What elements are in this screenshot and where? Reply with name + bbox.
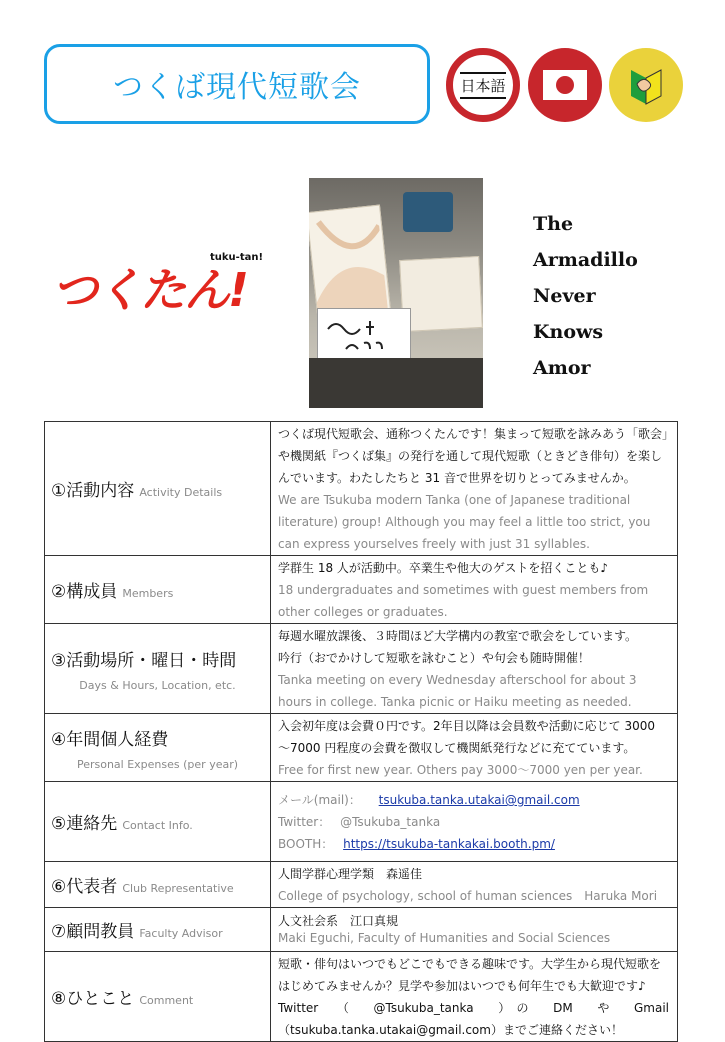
- label-jp: 連絡先: [66, 814, 118, 834]
- table-row-expenses: [45, 714, 678, 782]
- value-cell: [271, 782, 678, 862]
- cash-box-image: [403, 192, 453, 232]
- table-row-contact: [45, 782, 678, 862]
- price-card: [317, 308, 411, 362]
- photo-table-edge: [309, 358, 483, 408]
- tagline-word: Armadillo: [533, 249, 638, 271]
- label-cell: [45, 908, 271, 952]
- value-cell: [271, 862, 678, 908]
- text-line-en: other colleges or graduates.: [278, 605, 448, 619]
- text-line-en: literature) group! Although you may feel a little too strict, you: [278, 515, 651, 529]
- text-line: 短歌・俳句はいつでもどこでもできる趣味です。大学生から現代短歌を: [278, 957, 662, 971]
- club-photo: [309, 178, 483, 408]
- language-label: 日本語: [460, 72, 505, 99]
- tagline: [533, 206, 683, 386]
- label-jp: 年間個人経費: [66, 729, 169, 750]
- row-number: ④: [51, 729, 67, 750]
- japanese-language-badge: [446, 48, 520, 122]
- text-line: ～7000 円程度の会費を徴収して機関紙発行などに充てています。: [278, 741, 636, 755]
- text-line: （tsukuba.tanka.utakai@gmail.com）までご連絡ください！: [278, 1023, 623, 1037]
- label-jp: ひとこと: [66, 989, 135, 1009]
- table-row-comment: [45, 952, 678, 1042]
- text-line-en: College of psychology, school of human sciences Haruka Mori: [278, 889, 658, 903]
- club-info-table: [44, 421, 678, 1042]
- label-en: Members: [122, 587, 174, 600]
- twitter-label: Twitter：: [278, 815, 331, 829]
- text-line: 吟行（おでかけして短歌を詠むこと）や句会も随時開催！: [278, 651, 590, 665]
- label-en: Club Representative: [122, 882, 234, 895]
- label-cell: [45, 714, 271, 782]
- text-line-en: Maki Eguchi, Faculty of Humanities and Social Sciences: [278, 931, 611, 945]
- row-number: ⑦: [51, 922, 67, 942]
- text-line-en: Tanka meeting on every Wednesday afterschool for about 3: [278, 673, 637, 687]
- label-jp: 活動内容: [66, 481, 135, 501]
- book-stack-image: [399, 256, 483, 332]
- logo-text: つくたん!: [52, 263, 247, 317]
- table-row-activity: [45, 422, 678, 556]
- logo-subtext: tuku-tan!: [210, 252, 264, 263]
- row-number: ⑥: [51, 877, 67, 897]
- label-cell: [45, 782, 271, 862]
- text-line: 人文社会系 江口真規: [278, 914, 399, 928]
- value-cell: [271, 908, 678, 952]
- table-row-representative: [45, 862, 678, 908]
- tagline-word: Amor: [533, 357, 591, 379]
- label-jp: 構成員: [66, 582, 118, 602]
- text-line-en: hours in college. Tanka picnic or Haiku meeting as needed.: [278, 695, 632, 709]
- label-cell: [45, 556, 271, 624]
- beginner-mark-icon: [609, 48, 683, 122]
- mail-line: [278, 789, 669, 811]
- value-cell: [271, 624, 678, 714]
- row-number: ①: [51, 481, 67, 501]
- tsukutan-logo: [52, 248, 272, 318]
- label-en: Faculty Advisor: [139, 927, 223, 940]
- mail-link[interactable]: tsukuba.tanka.utakai@gmail.com: [378, 793, 580, 807]
- label-jp: 顧問教員: [66, 922, 135, 942]
- value-cell: [271, 422, 678, 556]
- text-line: つくば現代短歌会、通称つくたんです！集まって短歌を詠みあう「歌会」: [278, 427, 675, 441]
- label-en: Activity Details: [139, 486, 223, 499]
- text-line: 人間学群心理学類 森遥佳: [278, 867, 423, 881]
- value-cell: [271, 952, 678, 1042]
- label-en: Comment: [139, 994, 194, 1007]
- tagline-word: Knows: [533, 321, 604, 343]
- text-line: 毎週水曜放課後、３時間ほど大学構内の教室で歌会をしています。: [278, 629, 638, 643]
- japan-flag-icon: [528, 48, 602, 122]
- row-number: ⑧: [51, 989, 67, 1009]
- page-title: つくば現代短歌会: [113, 70, 361, 105]
- text-line-en: Free for first new year. Others pay 3000～7000 yen per year.: [278, 763, 643, 777]
- tagline-word: Never: [533, 285, 596, 307]
- value-cell: [271, 714, 678, 782]
- label-en: Contact Info.: [122, 819, 193, 832]
- tagline-word: The: [533, 213, 574, 235]
- label-cell: [45, 422, 271, 556]
- title-box: [44, 44, 430, 124]
- row-number: ②: [51, 582, 67, 602]
- text-line: 学群生 18 人が活動中。卒業生や他大のゲストを招くことも♪: [278, 561, 609, 575]
- label-jp: 活動場所・曜日・時間: [66, 650, 237, 671]
- table-row-location: [45, 624, 678, 714]
- value-cell: [271, 556, 678, 624]
- text-line: はじめてみませんか？見学や参加はいつでも何年生でも大歓迎です♪: [278, 979, 646, 993]
- table-row-members: [45, 556, 678, 624]
- booth-link[interactable]: https://tsukuba-tankakai.booth.pm/: [343, 837, 555, 851]
- twitter-line: [278, 811, 669, 833]
- label-jp: 代表者: [66, 877, 118, 897]
- mail-label: メール(mail)：: [278, 793, 361, 807]
- booth-line: [278, 833, 669, 855]
- text-line: や機関紙『つくば集』の発行を通して現代短歌（ときどき俳句）を楽し: [278, 449, 663, 463]
- label-cell: [45, 862, 271, 908]
- text-line: Twitter （ @Tsukuba_tanka ）の DM や Gmail: [278, 1001, 669, 1015]
- row-number: ③: [51, 650, 67, 671]
- table-row-advisor: [45, 908, 678, 952]
- label-cell: [45, 952, 271, 1042]
- row-number: ⑤: [51, 814, 67, 834]
- label-cell: [45, 624, 271, 714]
- text-line-en: can express yourselves freely with just 31 syllables.: [278, 537, 590, 551]
- text-line: んでいます。わたしたちと 31 音で世界を切りとってみませんか。: [278, 471, 636, 485]
- label-en: Days & Hours, Location, etc.: [79, 678, 236, 692]
- booth-label: BOOTH：: [278, 837, 334, 851]
- text-line-en: 18 undergraduates and sometimes with guest members from: [278, 583, 649, 597]
- text-line: 入会初年度は会費０円です。2年目以降は会員数や活動に応じて 3000: [278, 719, 656, 733]
- text-line-en: We are Tsukuba modern Tanka (one of Japanese traditional: [278, 493, 631, 507]
- label-en: Personal Expenses (per year): [76, 757, 239, 771]
- twitter-handle[interactable]: @Tsukuba_tanka: [340, 815, 441, 829]
